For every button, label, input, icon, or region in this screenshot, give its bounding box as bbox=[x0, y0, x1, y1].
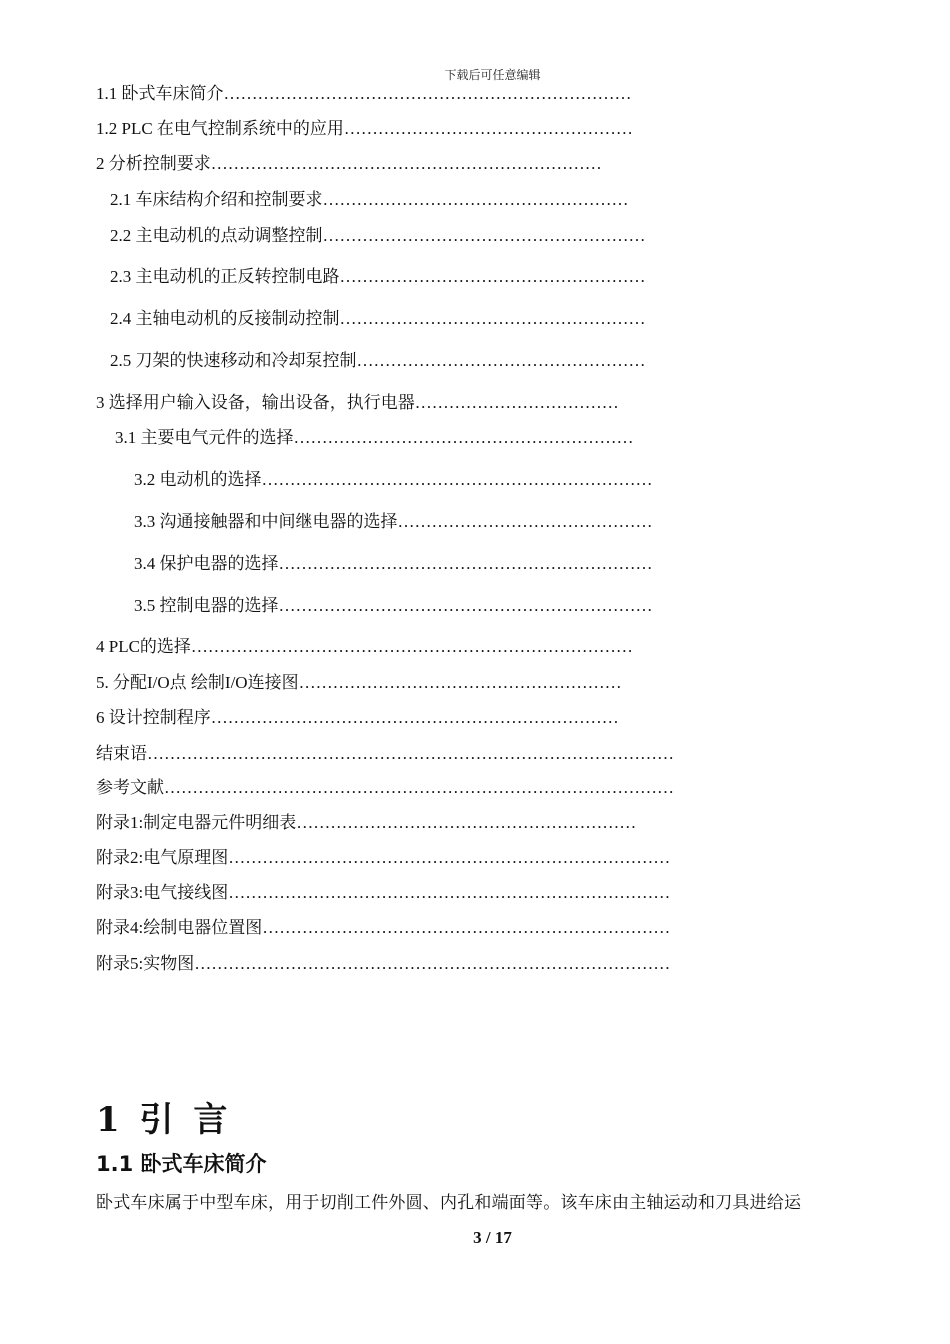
toc-entry-2-5[interactable]: 2.5 刀架的快速移动和冷却泵控制…………………………………………… bbox=[110, 351, 646, 370]
toc-entry-2-3[interactable]: 2.3 主电动机的正反转控制电路……………………………………………… bbox=[110, 267, 646, 286]
page-number: 3 / 17 bbox=[473, 1228, 512, 1247]
toc-entry-4[interactable]: 4 PLC的选择…………………………………………………………………… bbox=[96, 637, 633, 656]
body-paragraph: 卧式车床属于中型车床，用于切削工件外圆、内孔和端面等。该车床由主轴运动和刀具进给运 bbox=[96, 1193, 802, 1212]
header-note: 下载后可任意编辑 bbox=[444, 68, 541, 82]
toc-entry-6[interactable]: 6 设计控制程序……………………………………………………………… bbox=[96, 708, 619, 727]
toc-entry-3-1[interactable]: 3.1 主要电气元件的选择…………………………………………………… bbox=[115, 428, 634, 447]
chapter-heading: 1 引 言 bbox=[96, 1100, 232, 1140]
toc-entry-3-3[interactable]: 3.3 沟通接触器和中间继电器的选择……………………………………… bbox=[134, 512, 653, 531]
toc-entry-appendix-5[interactable]: 附录5:实物图………………………………………………………………………… bbox=[96, 954, 671, 973]
toc-entry-2-2[interactable]: 2.2 主电动机的点动调整控制………………………………………………… bbox=[110, 226, 646, 245]
toc-entry-2[interactable]: 2 分析控制要求…………………………………………………………… bbox=[96, 154, 602, 173]
toc-entry-2-1[interactable]: 2.1 车床结构介绍和控制要求……………………………………………… bbox=[110, 190, 629, 209]
toc-entry-3[interactable]: 3 选择用户输入设备，输出设备，执行电器……………………………… bbox=[96, 393, 619, 412]
toc-entry-5[interactable]: 5. 分配I/O点 绘制I/O连接图………………………………………………… bbox=[96, 673, 622, 692]
toc-entry-3-4[interactable]: 3.4 保护电器的选择………………………………………………………… bbox=[134, 554, 653, 573]
toc-entry-appendix-3[interactable]: 附录3:电气接线图…………………………………………………………………… bbox=[96, 883, 671, 902]
toc-entry-1-2[interactable]: 1.2 PLC 在电气控制系统中的应用…………………………………………… bbox=[96, 119, 633, 138]
section-heading: 1.1 卧式车床简介 bbox=[96, 1152, 267, 1176]
toc-entry-3-5[interactable]: 3.5 控制电器的选择………………………………………………………… bbox=[134, 596, 653, 615]
toc-entry-appendix-4[interactable]: 附录4:绘制电器位置图……………………………………………………………… bbox=[96, 918, 671, 937]
toc-entry-1-1[interactable]: 1.1 卧式车床简介……………………………………………………………… bbox=[96, 84, 632, 103]
toc-entry-3-2[interactable]: 3.2 电动机的选择…………………………………………………………… bbox=[134, 470, 653, 489]
toc-entry-appendix-2[interactable]: 附录2:电气原理图…………………………………………………………………… bbox=[96, 848, 671, 867]
toc-entry-references[interactable]: 参考文献……………………………………………………………………………… bbox=[96, 778, 674, 797]
toc-entry-appendix-1[interactable]: 附录1:制定电器元件明细表…………………………………………………… bbox=[96, 813, 637, 832]
toc-entry-2-4[interactable]: 2.4 主轴电动机的反接制动控制……………………………………………… bbox=[110, 309, 646, 328]
toc-entry-conclusion[interactable]: 结束语………………………………………………………………………………… bbox=[96, 744, 674, 763]
